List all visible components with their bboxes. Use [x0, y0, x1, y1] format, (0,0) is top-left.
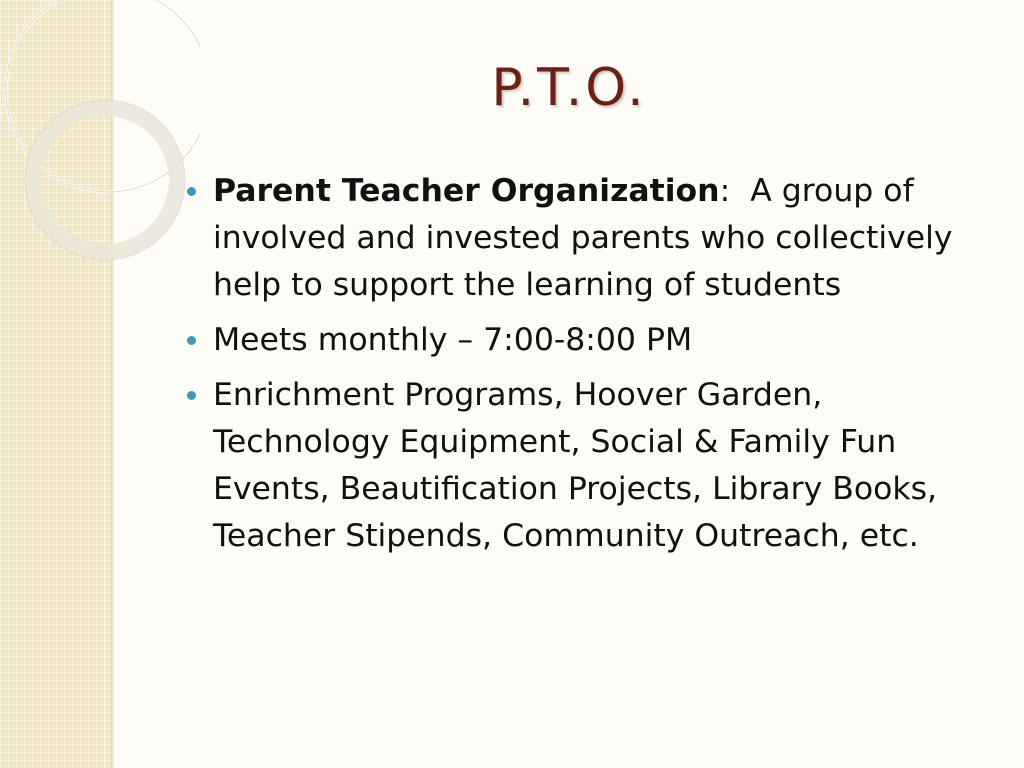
bullet-text: A group of involved and invested parents who collectively help to support the learning of students — [213, 173, 953, 303]
slide-title: P.T.O. — [491, 58, 647, 118]
bullet-item-programs — [186, 372, 966, 560]
bullet-separator: : — [719, 173, 751, 209]
bullet-item-meeting-schedule — [186, 317, 966, 364]
bullet-item-pto-definition — [186, 168, 966, 309]
bullet-list — [186, 168, 966, 568]
bullet-text: Enrichment Programs, Hoover Garden, Technology Equipment, Social & Family Fun Events, Beautification Projects, Library Books, Teacher Stipends, Community Outreach, etc. — [213, 377, 938, 554]
round-bullet-icon — [187, 336, 196, 345]
decorative-rings — [0, 0, 200, 300]
bullet-term: Parent Teacher Organization — [213, 173, 720, 209]
bullet-text: Meets monthly – 7:00-8:00 PM — [213, 322, 693, 358]
round-bullet-icon — [187, 391, 196, 400]
round-bullet-icon — [187, 187, 196, 196]
